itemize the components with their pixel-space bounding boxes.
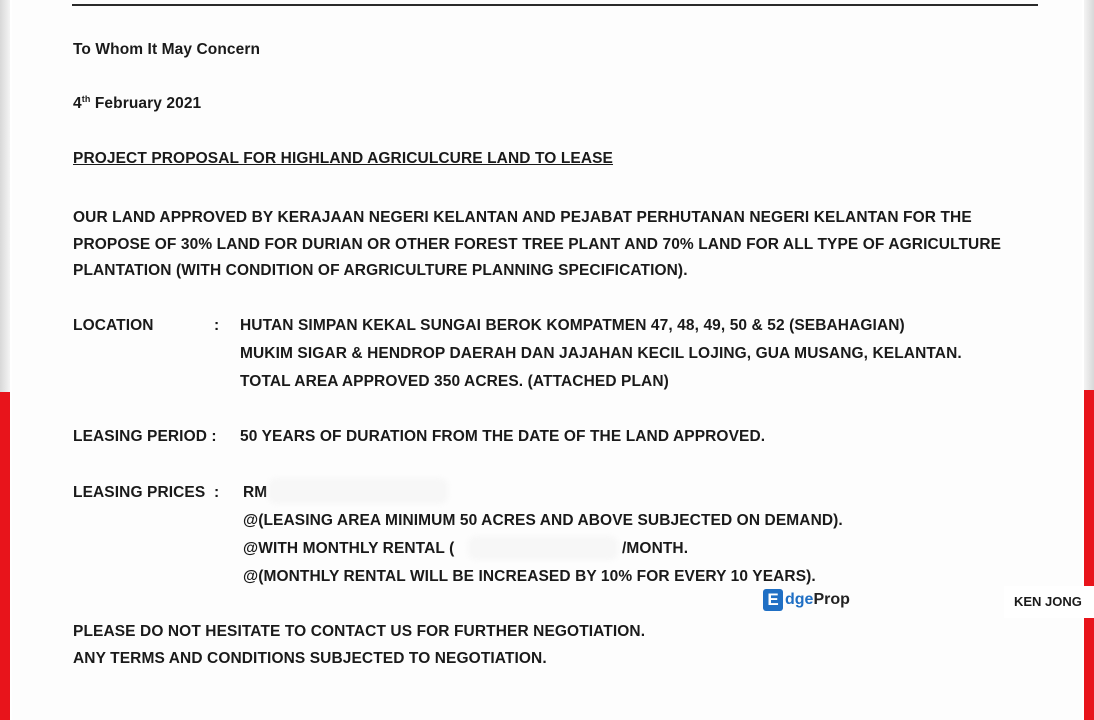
closing-line: PLEASE DO NOT HESITATE TO CONTACT US FOR FURTHER NEGOTIATION. [73,623,646,640]
top-divider [72,4,1038,6]
right-red-band [1084,390,1094,720]
agent-name-tag[interactable]: KEN JONG [1004,586,1094,618]
location-line: MUKIM SIGAR & HENDROP DAERAH DAN JAJAHAN KECIL LOJING, GUA MUSANG, KELANTAN. [240,345,962,362]
leasing-period-label: LEASING PERIOD : [73,428,217,445]
salutation: To Whom It May Concern [73,41,261,58]
leasing-period-value: 50 YEARS OF DURATION FROM THE DATE OF THE LAND APPROVED. [240,428,766,445]
location-line: HUTAN SIMPAN KEKAL SUNGAI BEROK KOMPATMEN 47, 48, 49, 50 & 52 (SEBAHAGIAN) [240,317,905,334]
intro-line: OUR LAND APPROVED BY KERAJAAN NEGERI KELANTAN AND PEJABAT PERHUTANAN NEGERI KELANTAN FOR THE [73,209,972,226]
intro-line: PLANTATION (WITH CONDITION OF ARGRICULTURE PLANNING SPECIFICATION). [73,262,688,279]
redacted-rental [468,536,618,560]
price-prefix: RM [243,484,268,501]
leasing-condition-line: @(LEASING AREA MINIMUM 50 ACRES AND ABOVE SUBJECTED ON DEMAND). [243,512,843,529]
left-red-band [0,392,10,720]
left-edge [0,0,10,392]
intro-line: PROPOSE OF 30% LAND FOR DURIAN OR OTHER FOREST TREE PLANT AND 70% LAND FOR ALL TYPE OF AGRICULTURE [73,236,1002,253]
edgeprop-watermark [763,589,850,611]
location-separator: : [214,317,220,334]
monthly-rental-prefix: @WITH MONTHLY RENTAL ( [243,540,455,557]
date-rest: February 2021 [94,95,202,112]
redacted-price [268,478,448,504]
edgeprop-logo-icon: E [763,589,783,611]
closing-line: ANY TERMS AND CONDITIONS SUBJECTED TO NEGOTIATION. [73,650,547,667]
letter-date [73,95,201,113]
monthly-rental-suffix: /MONTH. [622,540,689,557]
leasing-prices-separator: : [214,484,220,501]
leasing-prices-label: LEASING PRICES [73,484,206,501]
location-line: TOTAL AREA APPROVED 350 ACRES. (ATTACHED PLAN) [240,373,669,390]
location-label: LOCATION [73,317,154,334]
rental-increase-line: @(MONTHLY RENTAL WILL BE INCREASED BY 10% FOR EVERY 10 YEARS). [243,568,816,585]
subject-heading: PROJECT PROPOSAL FOR HIGHLAND AGRICULCURE LAND TO LEASE [73,150,613,167]
edgeprop-wordmark: dgeProp [785,591,850,608]
date-suffix: th [81,93,91,104]
date-day: 4 [73,95,82,112]
right-edge [1084,0,1094,390]
